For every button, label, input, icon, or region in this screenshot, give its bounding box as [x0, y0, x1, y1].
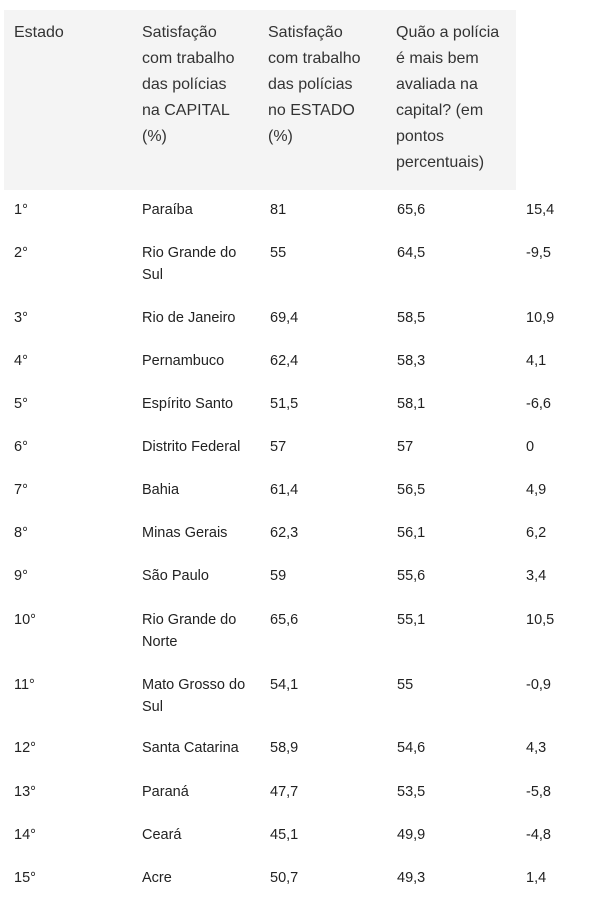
row-rank: 9°: [14, 568, 28, 584]
row-state-value: 55: [397, 677, 414, 693]
row-state: Mato Grosso do Sul: [142, 677, 246, 715]
row-state-value: 49,9: [397, 827, 426, 843]
row-state-value: 55,6: [397, 568, 426, 584]
row-capital-value: 62,3: [270, 525, 299, 541]
row-difference: 0: [526, 439, 535, 455]
row-state: Santa Catarina: [142, 740, 239, 756]
row-state: Pernambuco: [142, 353, 225, 369]
row-rank: 15°: [14, 870, 36, 886]
row-capital-value: 47,7: [270, 784, 299, 800]
row-state-value: 64,5: [397, 245, 426, 261]
header-estado: Estado: [14, 24, 64, 41]
row-rank: 3°: [14, 310, 28, 326]
row-rank: 5°: [14, 396, 28, 412]
row-capital-value: 50,7: [270, 870, 299, 886]
row-difference: 4,9: [526, 482, 547, 498]
row-capital-value: 58,9: [270, 740, 299, 756]
row-rank: 14°: [14, 827, 36, 843]
row-difference: 15,4: [526, 202, 555, 218]
row-state-value: 56,5: [397, 482, 426, 498]
row-state-value: 55,1: [397, 612, 426, 628]
row-state: Paraná: [142, 784, 189, 800]
row-rank: 4°: [14, 353, 28, 369]
row-state: Rio de Janeiro: [142, 310, 236, 326]
row-state-value: 57: [397, 439, 414, 455]
row-difference: 3,4: [526, 568, 547, 584]
row-difference: -6,6: [526, 396, 551, 412]
row-difference: 10,9: [526, 310, 555, 326]
row-capital-value: 61,4: [270, 482, 299, 498]
row-state: Rio Grande do Sul: [142, 245, 237, 283]
row-state: Espírito Santo: [142, 396, 234, 412]
row-rank: 12°: [14, 740, 36, 756]
row-state: Rio Grande do Norte: [142, 612, 237, 650]
row-capital-value: 65,6: [270, 612, 299, 628]
row-capital-value: 62,4: [270, 353, 299, 369]
row-difference: -9,5: [526, 245, 551, 261]
row-state-value: 58,1: [397, 396, 426, 412]
row-state: São Paulo: [142, 568, 209, 584]
row-capital-value: 81: [270, 202, 287, 218]
row-capital-value: 55: [270, 245, 287, 261]
row-state-value: 58,3: [397, 353, 426, 369]
row-difference: 1,4: [526, 870, 547, 886]
row-difference: -4,8: [526, 827, 551, 843]
header-capital-difference: Quão a polícia é mais bem avaliada na capital? (em pontos percentuais): [396, 24, 500, 171]
row-capital-value: 59: [270, 568, 287, 584]
row-capital-value: 45,1: [270, 827, 299, 843]
row-state-value: 53,5: [397, 784, 426, 800]
row-state: Ceará: [142, 827, 182, 843]
row-rank: 2°: [14, 245, 28, 261]
row-difference: -0,9: [526, 677, 551, 693]
row-capital-value: 51,5: [270, 396, 299, 412]
row-difference: 6,2: [526, 525, 547, 541]
row-rank: 13°: [14, 784, 36, 800]
row-state: Distrito Federal: [142, 439, 241, 455]
row-rank: 6°: [14, 439, 28, 455]
row-capital-value: 69,4: [270, 310, 299, 326]
row-capital-value: 57: [270, 439, 287, 455]
row-difference: -5,8: [526, 784, 551, 800]
row-capital-value: 54,1: [270, 677, 299, 693]
header-state-satisfaction: Satisfação com trabalho das polícias no ESTADO (%): [268, 24, 361, 145]
row-state: Paraíba: [142, 202, 193, 218]
row-state-value: 49,3: [397, 870, 426, 886]
row-state-value: 65,6: [397, 202, 426, 218]
row-state-value: 54,6: [397, 740, 426, 756]
row-rank: 1°: [14, 202, 28, 218]
row-rank: 10°: [14, 612, 36, 628]
row-state-value: 56,1: [397, 525, 426, 541]
row-difference: 4,1: [526, 353, 547, 369]
row-state: Minas Gerais: [142, 525, 228, 541]
row-state: Bahia: [142, 482, 180, 498]
row-state: Acre: [142, 870, 172, 886]
row-rank: 8°: [14, 525, 28, 541]
row-rank: 11°: [14, 677, 35, 693]
row-rank: 7°: [14, 482, 28, 498]
row-state-value: 58,5: [397, 310, 426, 326]
header-capital-satisfaction: Satisfação com trabalho das polícias na CAPITAL (%): [142, 24, 235, 145]
row-difference: 4,3: [526, 740, 547, 756]
row-difference: 10,5: [526, 612, 555, 628]
